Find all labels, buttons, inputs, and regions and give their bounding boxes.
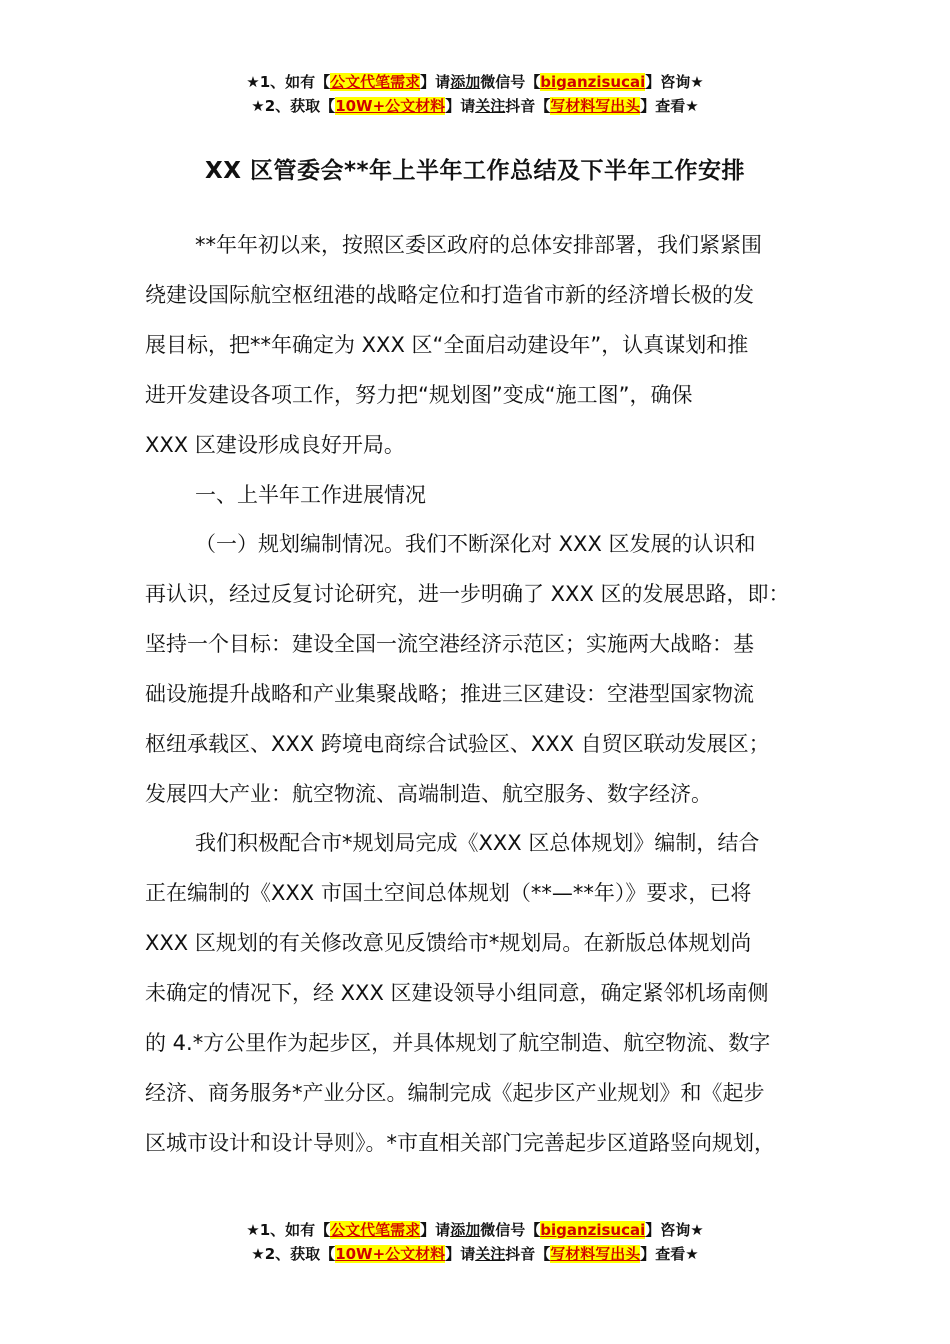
text-line: XXX 区建设形成良好开局。	[145, 433, 405, 457]
banner-highlight: 公文代笔需求	[330, 1221, 421, 1239]
text-line: 我们积极配合市*规划局完成《XXX 区总体规划》编制，结合	[195, 831, 760, 855]
banner-highlight: 10W+公文材料	[335, 97, 446, 115]
banner-highlight: 公文代笔需求	[330, 73, 421, 91]
banner-text: 】请	[445, 1245, 476, 1263]
banner-highlight: 写材料写出头	[550, 1245, 641, 1263]
banner-text: 】咨询★	[645, 73, 704, 91]
header-banner	[0, 70, 950, 118]
section-heading	[145, 470, 825, 520]
text-line: 未确定的情况下，经 XXX 区建设领导小组同意，确定紧邻机场南侧	[145, 981, 769, 1005]
text-line: 正在编制的《XXX 市国土空间总体规划（**—**年）》要求，已将	[145, 881, 752, 905]
banner-text: 】查看★	[640, 97, 699, 115]
banner-highlight: 10W+公文材料	[335, 1245, 446, 1263]
text-line: XXX 区规划的有关修改意见反馈给市*规划局。在新版总体规划尚	[145, 931, 752, 955]
banner-text: 】请	[445, 97, 476, 115]
text-line: 再认识，经过反复讨论研究，进一步明确了 XXX 区的发展思路，即：	[145, 582, 790, 606]
banner-line-2	[0, 94, 950, 118]
banner-highlight: 写材料写出头	[550, 97, 641, 115]
banner-underline: 添加	[450, 1221, 481, 1239]
text-line: 的 4.*方公里作为起步区，并具体规划了航空制造、航空物流、数字	[145, 1031, 771, 1055]
text-line: 经济、商务服务*产业分区。编制完成《起步区产业规划》和《起步	[145, 1081, 765, 1105]
banner-text: 】请	[420, 1221, 451, 1239]
text-line: 础设施提升战略和产业集聚战略；推进三区建设：空港型国家物流	[145, 682, 754, 706]
text-line: 区城市设计和设计导则》。*市直相关部门完善起步区道路竖向规划，	[145, 1131, 775, 1155]
text-line: 坚持一个目标：建设全国一流空港经济示范区；实施两大战略：基	[145, 632, 754, 656]
paragraph-planning	[145, 519, 825, 819]
banner-underline: 添加	[450, 73, 481, 91]
text-line: 枢纽承载区、XXX 跨境电商综合试验区、XXX 自贸区联动发展区；	[145, 732, 770, 756]
banner-line-2	[0, 1242, 950, 1266]
text-line: （一）规划编制情况。我们不断深化对 XXX 区发展的认识和	[195, 532, 756, 556]
banner-line-1	[0, 1218, 950, 1242]
heading-text: 一、上半年工作进展情况	[195, 483, 426, 507]
paragraph-intro	[145, 220, 825, 470]
banner-text: 抖音【	[505, 1245, 551, 1263]
paragraph-cooperation	[145, 818, 825, 1168]
banner-text: ★2、获取【	[251, 1245, 336, 1263]
banner-text: 】请	[420, 73, 451, 91]
banner-underline: 关注	[475, 1245, 506, 1263]
banner-underline: 关注	[475, 97, 506, 115]
document-title: XX 区管委会**年上半年工作总结及下半年工作安排	[204, 158, 746, 184]
text-line: 展目标，把**年确定为 XXX 区“全面启动建设年”，认真谋划和推	[145, 333, 749, 357]
text-line: **年年初以来，按照区委区政府的总体安排部署，我们紧紧围	[195, 233, 762, 257]
text-line: 进开发建设各项工作，努力把“规划图”变成“施工图”，确保	[145, 383, 693, 407]
banner-text: 】查看★	[640, 1245, 699, 1263]
banner-line-1	[0, 70, 950, 94]
banner-highlight: biganzisucai	[540, 73, 646, 91]
banner-text: 】咨询★	[645, 1221, 704, 1239]
footer-banner	[0, 1218, 950, 1266]
banner-text: 微信号【	[480, 1221, 541, 1239]
text-line: 绕建设国际航空枢纽港的战略定位和打造省市新的经济增长极的发	[145, 283, 754, 307]
banner-text: 微信号【	[480, 73, 541, 91]
text-line: 发展四大产业：航空物流、高端制造、航空服务、数字经济。	[145, 782, 712, 806]
banner-highlight: biganzisucai	[540, 1221, 646, 1239]
banner-text: ★2、获取【	[251, 97, 336, 115]
banner-text: 抖音【	[505, 97, 551, 115]
banner-text: ★1、如有【	[246, 1221, 331, 1239]
banner-text: ★1、如有【	[246, 73, 331, 91]
